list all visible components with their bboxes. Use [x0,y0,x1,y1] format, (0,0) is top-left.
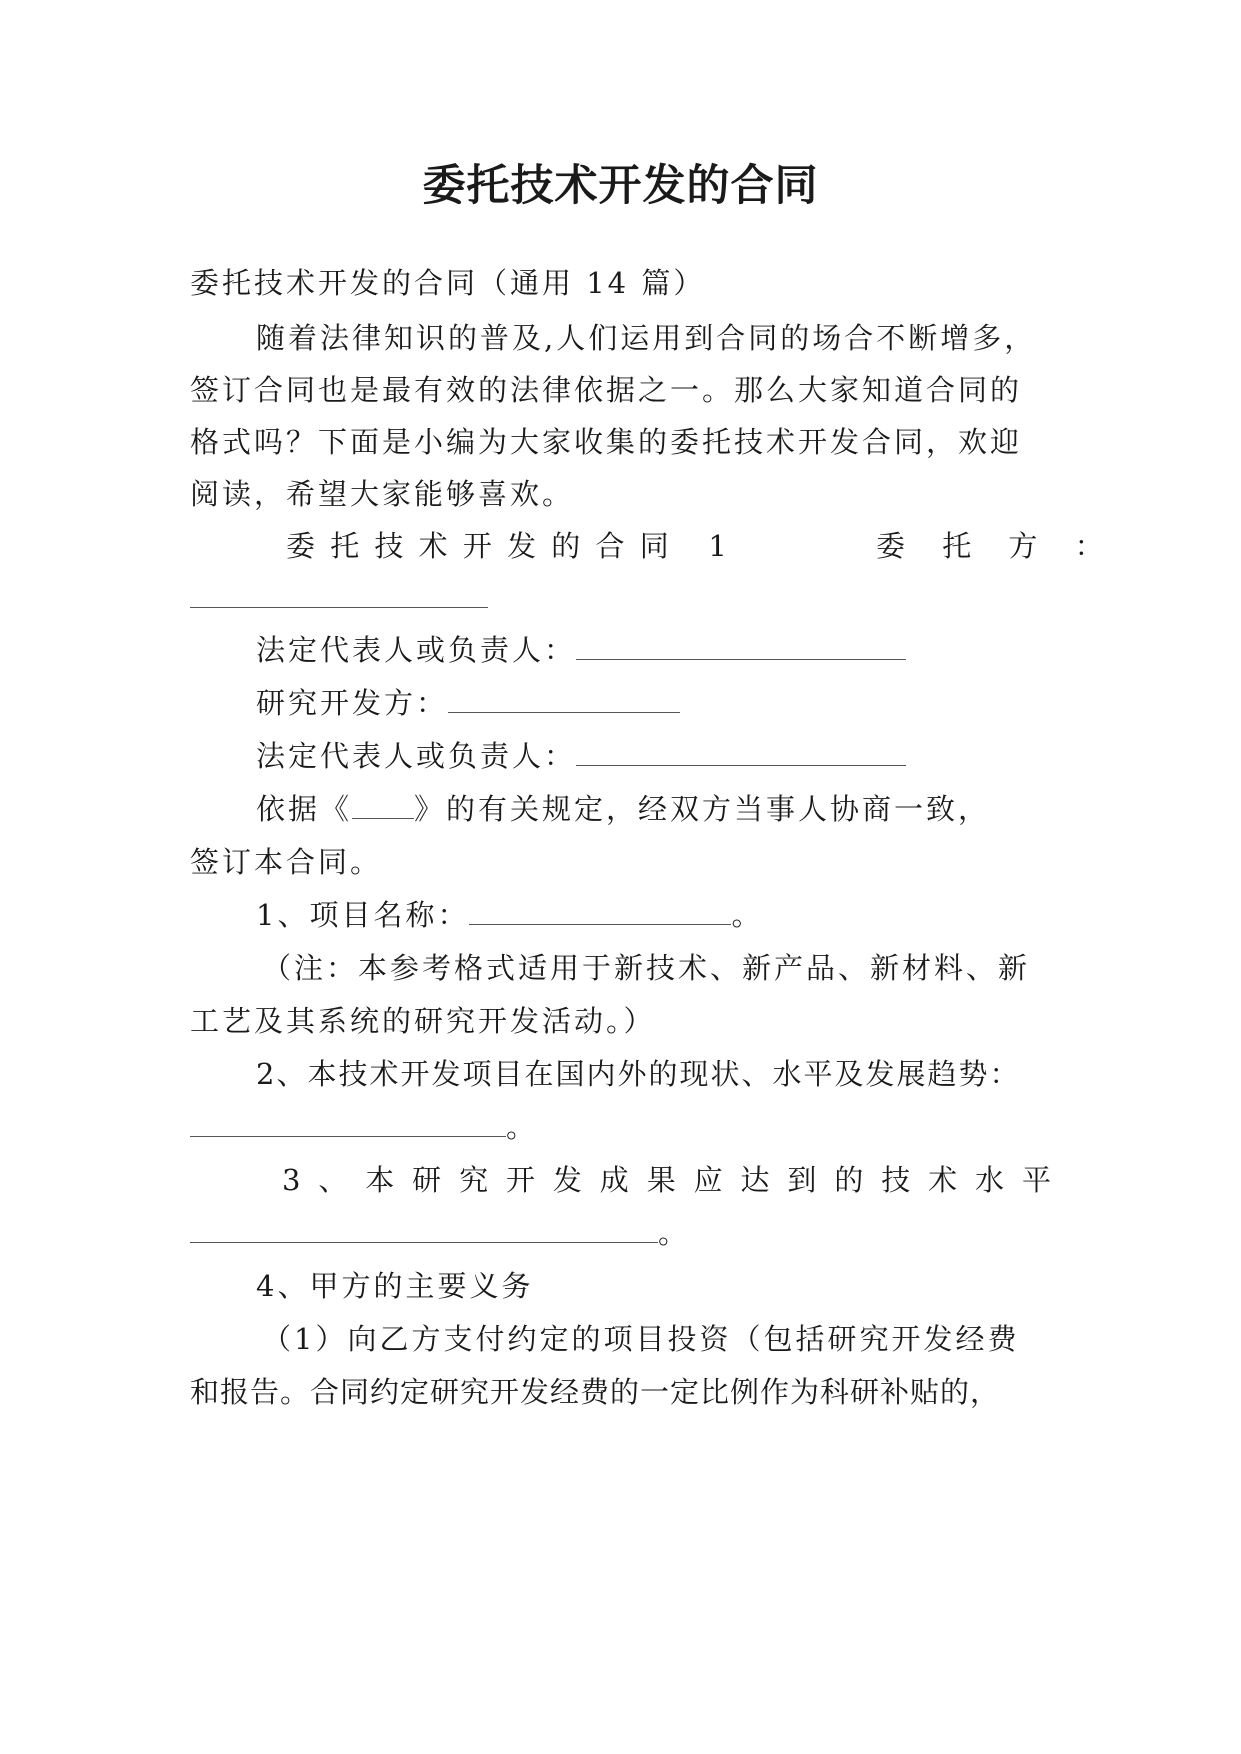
legal-rep-blank-2 [576,739,906,766]
item-3-text: 3 、 本 研 究 开 发 成 果 应 达 到 的 技 术 水 平 [282,1163,1054,1197]
item-1-row [256,895,763,935]
intro-paragraph-line: 格式吗？下面是小编为大家收集的委托技术开发合同，欢迎 [190,425,1023,459]
basis-text-after: 》的有关规定，经双方当事人协商一致， [414,792,991,826]
item-3-blank-row [190,1213,690,1253]
basis-row [256,789,990,829]
period-mark: 。 [658,1216,691,1250]
project-name-label: 1、项目名称： [256,898,470,932]
legal-rep-row-2 [256,736,906,776]
developer-label: 研究开发方： [256,686,449,720]
project-name-blank [469,898,731,925]
basis-text-before: 依据《 [256,792,353,826]
basis-continuation: 签订本合同。 [190,845,383,879]
item-2-text: 2、本技术开发项目在国内外的现状、水平及发展趋势： [256,1057,1021,1091]
client-label: 委 托 方 ： [876,529,1118,563]
developer-blank [448,686,680,713]
developer-row [256,683,680,723]
item-3-blank [190,1216,658,1243]
document-subtitle: 委托技术开发的合同（通用 14 篇） [190,266,706,300]
page-title: 委托技术开发的合同 [422,161,819,211]
legal-rep-row [256,630,906,670]
intro-paragraph-line: 阅读，希望大家能够喜欢。 [190,477,575,511]
intro-paragraph-line: 随着法律知识的普及,人们运用到合同的场合不断增多， [256,321,1037,355]
client-blank-line [190,578,488,618]
period-mark: 。 [506,1110,539,1144]
period-mark: 。 [731,898,764,932]
item-2-blank [190,1110,506,1137]
legal-rep-label: 法定代表人或负责人： [256,633,577,667]
item-4-1-line: 和报告。合同约定研究开发经费的一定比例作为科研补贴的， [190,1375,1001,1409]
item-2-blank-row [190,1107,538,1147]
note-line: （注：本参考格式适用于新技术、新产品、新材料、新 [262,951,1031,985]
item-4-1-line: （1）向乙方支付约定的项目投资（包括研究开发经费 [262,1322,1020,1356]
item-4-heading: 4、甲方的主要义务 [256,1269,534,1303]
legal-rep-blank [576,633,906,660]
intro-paragraph-line: 签订合同也是最有效的法律依据之一。那么大家知道合同的 [190,373,1023,407]
contract-heading: 委 托 技 术 开 发 的 合 同 1 [286,529,730,563]
law-name-blank [352,792,414,819]
note-line: 工艺及其系统的研究开发活动。） [190,1004,656,1038]
legal-rep-label-2: 法定代表人或负责人： [256,739,577,773]
